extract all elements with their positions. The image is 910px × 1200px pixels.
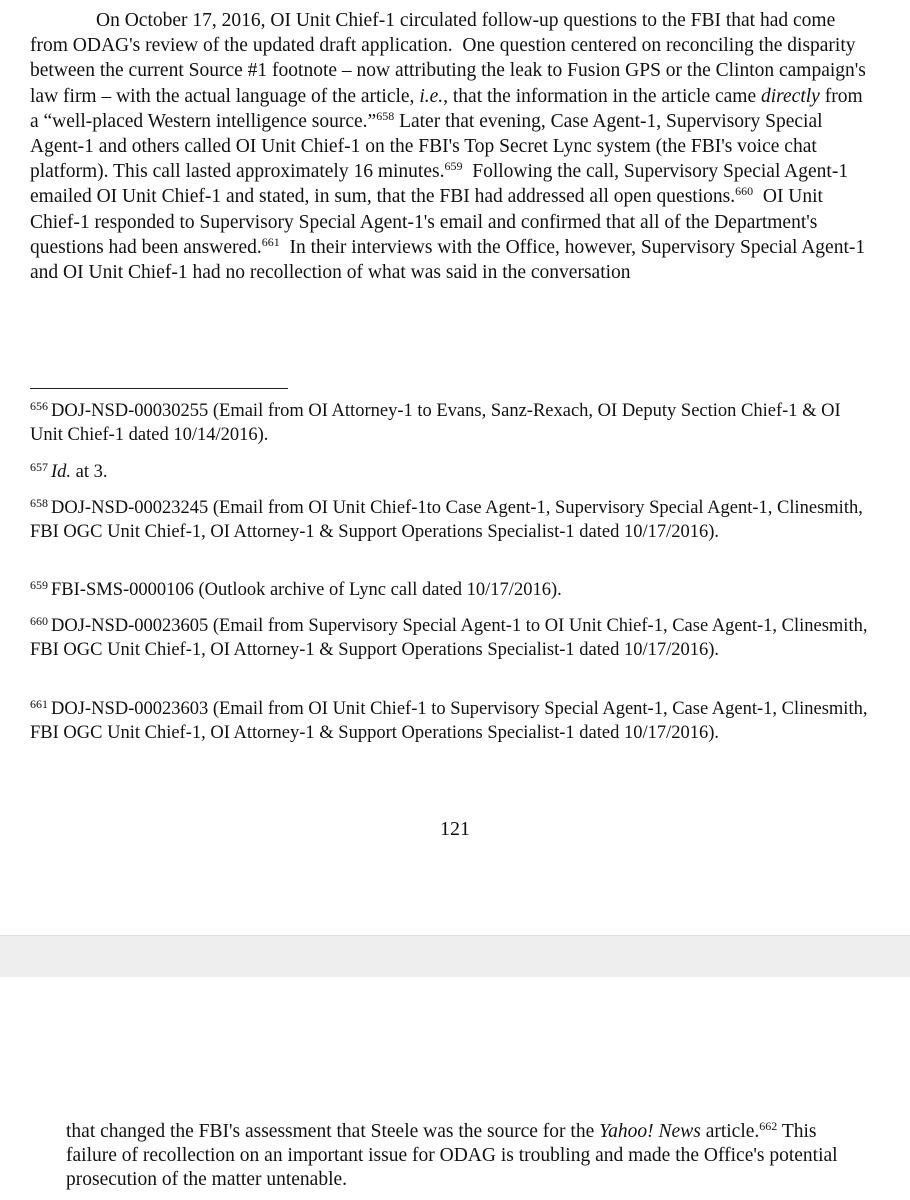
italic-text: i.e. xyxy=(419,85,444,107)
footnote-text: DOJ-NSD-00023605 (Email from Supervisory Special Agent-1 to OI Unit Chief-1, Case Agent-1, Clinesmith, FBI OGC Unit Chief-1, OI Attorney-1 & Support Operations Specialist-1 dated 10/17/2016). xyxy=(30,616,868,660)
italic-text: directly xyxy=(760,85,820,107)
footnote-ref[interactable]: 661 xyxy=(261,234,280,249)
paragraph-sentence: Later that evening, Case Agent-1, Supervisory Special Agent-1 and others called OI Unit Chief-1 on the FBI's Top Secret Lync system (the FBI's voice chat platform). This call lasted approximately 16 minutes. xyxy=(30,110,823,183)
footnote-659 xyxy=(30,579,875,603)
footnote-660 xyxy=(30,615,875,662)
footnote-divider xyxy=(30,388,288,389)
footnote-657 xyxy=(30,461,875,485)
paragraph-sentence: article. xyxy=(705,1121,760,1142)
italic-text: Id. xyxy=(51,462,72,482)
page-number: 121 xyxy=(440,818,470,840)
body-paragraph xyxy=(30,8,870,285)
footnote-ref[interactable]: 659 xyxy=(444,159,463,174)
footnote-ref[interactable]: 660 xyxy=(735,184,754,199)
paragraph-sentence: Following the call, Supervisory Special Agent-1 emailed OI Unit Chief-1 and stated, in sum, that the FBI had addressed all open questions. xyxy=(30,161,849,208)
footnote-656 xyxy=(30,400,875,447)
paragraph-sentence: , that the information in the article came xyxy=(443,85,757,107)
page-separator xyxy=(0,935,910,978)
paragraph-sentence: On October 17, 2016, OI Unit Chief-1 circulated follow-up questions to the FBI that had come from ODAG's review of the updated draft application. xyxy=(30,10,836,57)
paragraph-sentence: that changed the FBI's assessment that Steele was the source for the xyxy=(66,1121,595,1142)
footnote-661 xyxy=(30,698,875,745)
footnote-ref[interactable]: 662 xyxy=(759,1119,778,1133)
document-page-122 xyxy=(0,977,910,1200)
footnote-text: FBI-SMS-0000106 (Outlook archive of Lync call dated 10/17/2016). xyxy=(51,580,562,600)
footnote-number: 661 xyxy=(30,697,48,711)
footnote-number: 657 xyxy=(30,460,48,474)
footnote-number: 659 xyxy=(30,578,48,592)
footnote-text: DOJ-NSD-00030255 (Email from OI Attorney-1 to Evans, Sanz-Rexach, OI Deputy Section Chief-1 & OI Unit Chief-1 dated 10/14/2016). xyxy=(30,401,841,445)
paragraph-sentence: This failure of recollection on an important issue for ODAG is troubling and made the Office's potential prosecution of the matter untenable. xyxy=(66,1121,838,1190)
italic-text: Yahoo! News xyxy=(599,1121,701,1142)
paragraph-sentence: from a “well-placed Western intelligence source.” xyxy=(30,85,863,132)
footnote-text: at 3. xyxy=(75,462,108,482)
paragraph-sentence: One question centered on reconciling the disparity between the current Source #1 footnote – now attributing the leak to Fusion GPS or the Clinton campaign's law firm – with the actual language of the article, xyxy=(30,35,866,107)
paragraph-sentence: In their interviews with the Office, however, Supervisory Special Agent-1 and OI Unit Chief-1 had no recollection of what was said in the conversation xyxy=(30,236,866,284)
footnote-text: DOJ-NSD-00023603 (Email from OI Unit Chief-1 to Supervisory Special Agent-1, Case Agent-1, Clinesmith, FBI OGC Unit Chief-1, OI Attorney-1 & Support Operations Specialist-1 dated 10/17/2016). xyxy=(30,699,868,743)
footnote-658 xyxy=(30,497,875,544)
paragraph-sentence: OI Unit Chief-1 responded to Supervisory Special Agent-1's email and confirmed that all of the Department's questions had been answered. xyxy=(30,186,823,258)
footnote-number: 660 xyxy=(30,614,48,628)
footnote-number: 656 xyxy=(30,399,48,413)
body-paragraph xyxy=(66,1120,866,1192)
footnote-text: DOJ-NSD-00023245 (Email from OI Unit Chief-1to Case Agent-1, Supervisory Special Agent-1, Clinesmith, FBI OGC Unit Chief-1, OI Attorney-1 & Support Operations Specialist-1 dated 10/17/2016). xyxy=(30,498,863,542)
footnote-ref[interactable]: 658 xyxy=(376,108,395,123)
footnote-number: 658 xyxy=(30,496,48,510)
